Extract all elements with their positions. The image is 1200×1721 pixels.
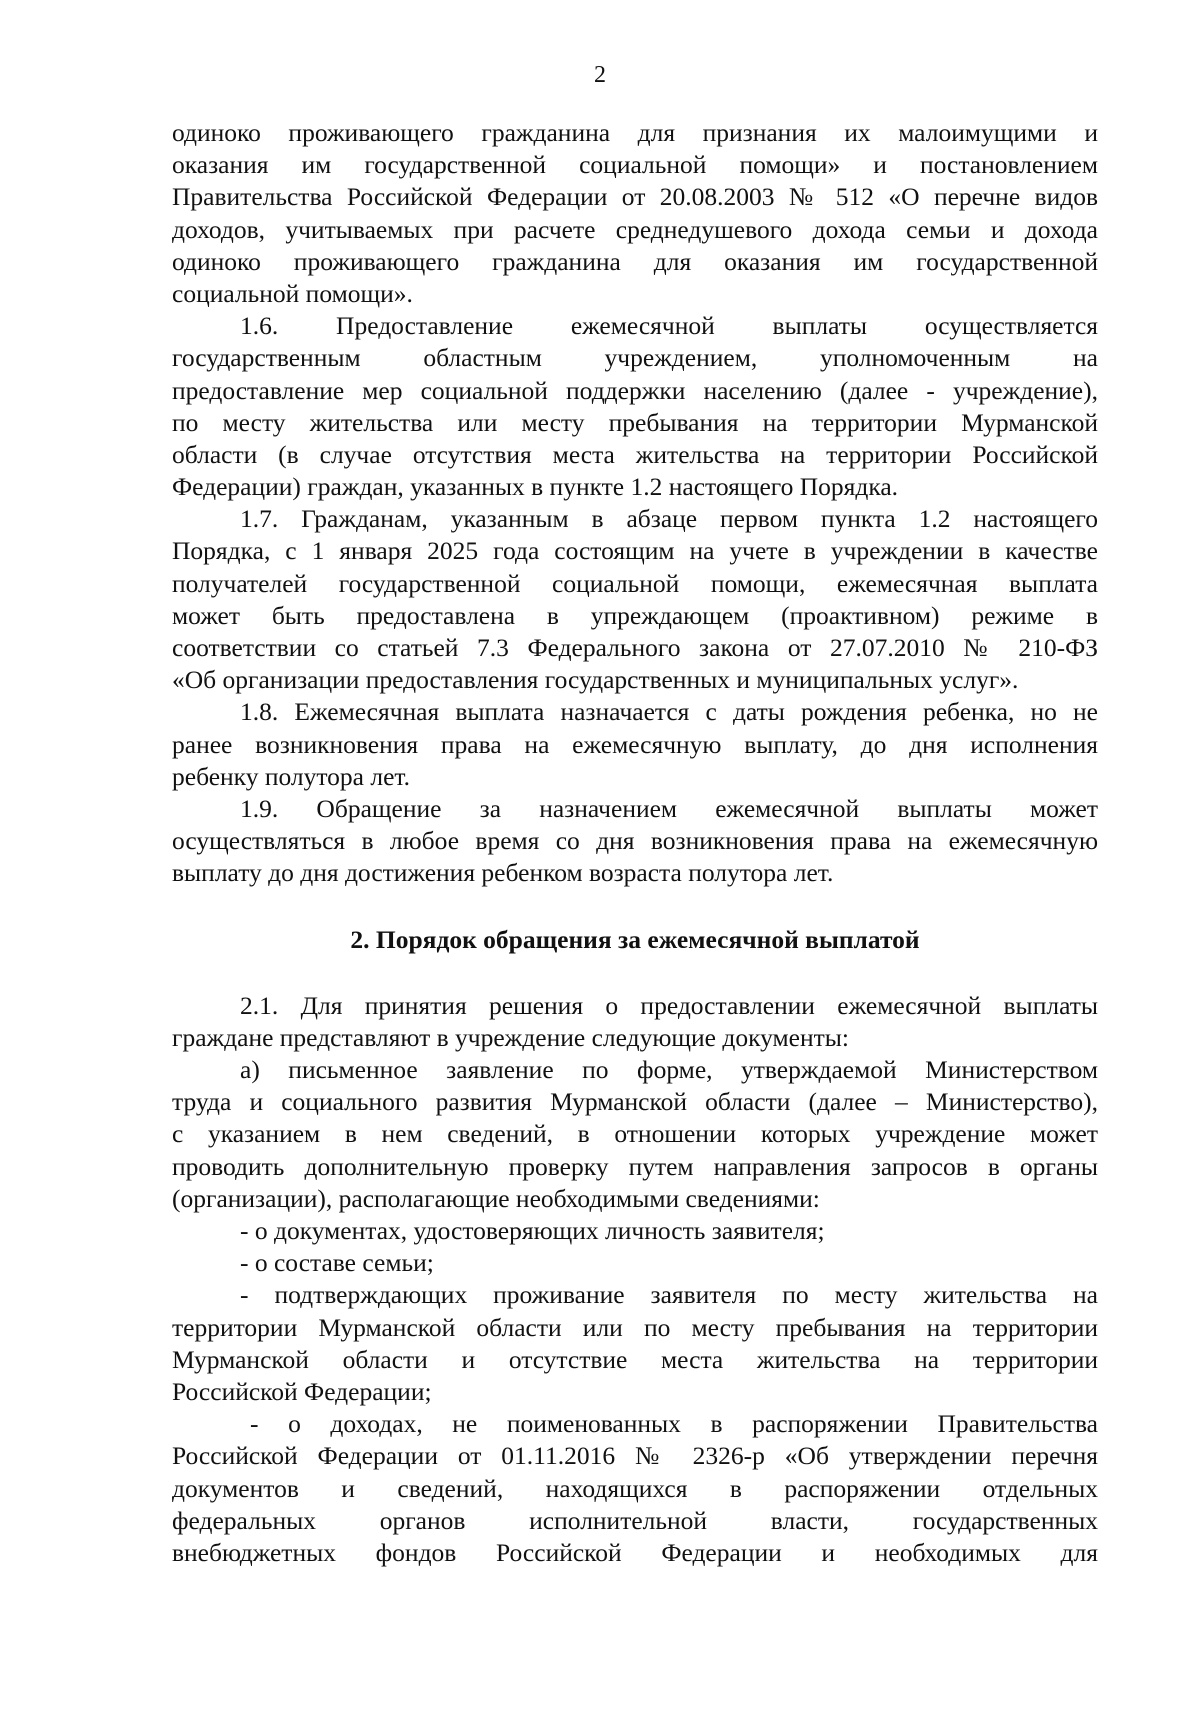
text-line: по месту жительства или месту пребывания на территории Мурманской — [172, 407, 1098, 437]
text-line: - о составе семьи; — [240, 1248, 434, 1278]
text-line: проводить дополнительную проверку путем направления запросов в органы — [172, 1151, 1098, 1181]
text-line: федеральных органов исполнительной власти, государственных — [172, 1505, 1098, 1535]
text-line: 1.8. Ежемесячная выплата назначается с даты рождения ребенка, но не — [240, 697, 1098, 727]
text-line: оказания им государственной социальной помощи» и постановлением — [172, 150, 1098, 180]
section-2-text — [172, 990, 1098, 1569]
text-line: области (в случае отсутствия места жительства на территории Российской — [172, 439, 1098, 469]
text-line: социальной помощи». — [172, 278, 413, 308]
text-line: Российской Федерации; — [172, 1376, 432, 1406]
text-line: доходов, учитываемых при расчете среднедушевого дохода семьи и дохода — [172, 214, 1098, 244]
text-line: а) письменное заявление по форме, утверждаемой Министерством — [240, 1055, 1098, 1085]
text-line: труда и социального развития Мурманской области (далее – Министерство), — [172, 1087, 1098, 1117]
text-line: 2.1. Для принятия решения о предоставлении ежемесячной выплаты — [240, 990, 1098, 1020]
text-line: Порядка, с 1 января 2025 года состоящим на учете в учреждении в качестве — [172, 536, 1098, 566]
text-line: - о доходах, не поименованных в распоряжении Правительства — [250, 1409, 1098, 1439]
text-line: соответствии со статьей 7.3 Федерального закона от 27.07.2010 № 210-ФЗ — [172, 633, 1098, 662]
text-line: ранее возникновения права на ежемесячную выплату, до дня исполнения — [172, 729, 1098, 759]
text-line: государственным областным учреждением, уполномоченным на — [172, 343, 1098, 373]
text-line: внебюджетных фондов Российской Федерации и необходимых для — [172, 1537, 1098, 1567]
text-line: с указанием в нем сведений, в отношении которых учреждение может — [172, 1119, 1098, 1149]
text-line: выплату до дня достижения ребенком возраста полутора лет. — [172, 858, 834, 888]
text-line: получателей государственной социальной помощи, ежемесячная выплата — [172, 568, 1098, 598]
text-line: может быть предоставлена в упреждающем (проактивном) режиме в — [172, 600, 1098, 630]
section-1-text — [172, 117, 1098, 890]
text-line: 1.9. Обращение за назначением ежемесячной выплаты может — [240, 793, 1098, 823]
text-line: Федерации) граждан, указанных в пункте 1.2 настоящего Порядка. — [172, 472, 899, 502]
text-line: 1.6. Предоставление ежемесячной выплаты осуществляется — [240, 311, 1098, 341]
text-line: ребенку полутора лет. — [172, 761, 411, 791]
page-number: 2 — [594, 62, 606, 88]
text-line: «Об организации предоставления государственных и муниципальных услуг». — [172, 665, 1019, 695]
text-line: - о документах, удостоверяющих личность заявителя; — [240, 1216, 825, 1245]
text-line: граждане представляют в учреждение следующие документы: — [172, 1022, 849, 1052]
text-line: Российской Федерации от 01.11.2016 № 2326-р «Об утверждении перечня — [172, 1441, 1098, 1471]
text-line: - подтверждающих проживание заявителя по месту жительства на — [240, 1280, 1098, 1310]
document-body — [172, 117, 1098, 1569]
text-line: предоставление мер социальной поддержки населению (далее - учреждение), — [172, 375, 1098, 405]
text-line: 1.7. Гражданам, указанным в абзаце первом пункта 1.2 настоящего — [240, 504, 1098, 534]
text-line: Правительства Российской Федерации от 20.08.2003 № 512 «О перечне видов — [172, 182, 1098, 212]
text-line: осуществляться в любое время со дня возникновения права на ежемесячную — [172, 826, 1098, 856]
text-line: Мурманской области и отсутствие места жительства на территории — [172, 1344, 1098, 1374]
text-line: одиноко проживающего гражданина для признания их малоимущими и — [172, 118, 1098, 147]
section-heading: 2. Порядок обращения за ежемесячной выплатой — [350, 924, 920, 954]
text-line: (организации), располагающие необходимыми сведениями: — [172, 1183, 820, 1213]
text-line: территории Мурманской области или по месту пребывания на территории — [172, 1312, 1098, 1342]
text-line: одиноко проживающего гражданина для оказания им государственной — [172, 246, 1098, 276]
text-line: документов и сведений, находящихся в распоряжении отдельных — [172, 1473, 1098, 1503]
